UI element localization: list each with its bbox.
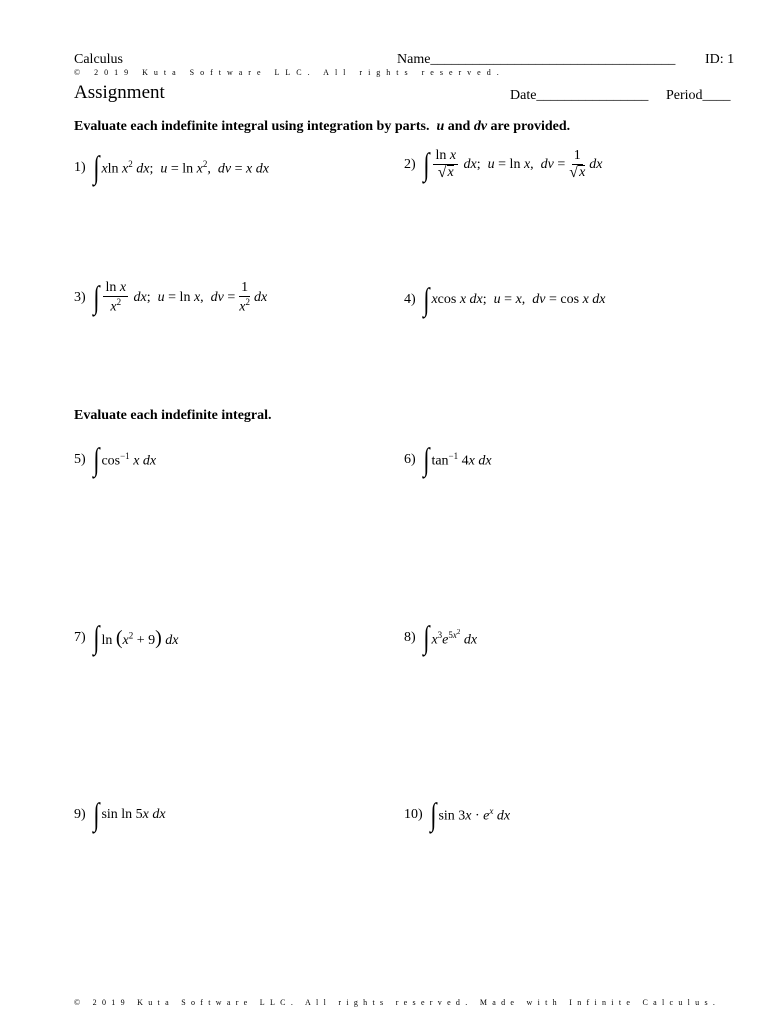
- id-label: ID: 1: [705, 52, 735, 67]
- problem-7: [74, 619, 179, 655]
- problem-expression: $\ln (x^2 + 9)$ dx: [101, 626, 179, 649]
- problem-1: [74, 149, 269, 185]
- integral-sign-icon: ∫: [422, 441, 430, 477]
- course-name: Calculus: [74, 52, 123, 67]
- problem-number: 8): [404, 630, 416, 645]
- problem-expression: $\tan^{-1} 4x$ dx: [431, 450, 492, 469]
- date-field-label: Date________________: [510, 88, 649, 103]
- problem-expression: dx; u = ln x, dv =: [133, 289, 236, 305]
- section-1-instruction: Evaluate each indefinite integral using integration by parts. u and dv are provided.: [74, 119, 571, 134]
- copyright-top: © 2019 Kuta Software LLC. All rights reserved.: [74, 68, 505, 77]
- section-2-instruction: Evaluate each indefinite integral.: [74, 408, 272, 423]
- problem-number: 6): [404, 452, 416, 467]
- problem-4: [404, 281, 606, 317]
- problem-expression: $\cos^{-1} x$ dx: [101, 450, 157, 469]
- problem-expression: xcos x dx; u = x, dv = cos x dx: [431, 292, 606, 307]
- integral-sign-icon: ∫: [92, 441, 100, 477]
- period-field-label: Period____: [666, 88, 731, 103]
- problem-expression: xln $x^2$ dx; $u = \ln x^2$, dv = x dx: [101, 158, 269, 177]
- problem-number: 3): [74, 289, 86, 305]
- name-field-label: Name___________________________________: [397, 52, 676, 67]
- problem-expression: dx; u = ln x, dv =: [463, 157, 566, 173]
- problem-10: [404, 796, 511, 832]
- integral-sign-icon: ∫: [92, 149, 100, 185]
- integral-sign-icon: ∫: [422, 619, 430, 655]
- problem-number: 1): [74, 160, 86, 175]
- integral-sign-icon: ∫: [92, 796, 100, 832]
- problem-6: [404, 441, 492, 477]
- fraction: $\frac{1}{x^2}$: [239, 280, 251, 315]
- fraction: ln x √ x: [435, 148, 457, 182]
- problem-number: 10): [404, 807, 423, 822]
- integral-sign-icon: ∫: [92, 278, 100, 315]
- integral-sign-icon: ∫: [92, 619, 100, 655]
- problem-expression: $x^3e^{5x^2}$ dx: [431, 627, 478, 648]
- integral-sign-icon: ∫: [422, 146, 430, 183]
- problem-number: 9): [74, 807, 86, 822]
- problem-3: 3) ∫ $\frac{\text{ln x}}{x^2}$ dx; u = ln x, dv = $\frac{1}{x^2}$ dx: [74, 278, 268, 315]
- problem-number: 4): [404, 292, 416, 307]
- footer-copyright: © 2019 Kuta Software LLC. All rights reserved. Made with Infinite Calculus.: [74, 998, 721, 1007]
- problem-2: 2) ∫ ln x √ x dx; u = ln x, dv = 1 √ x dx: [404, 146, 603, 183]
- problem-expression: $\sin 3x \cdot e^x$ dx: [438, 805, 511, 824]
- integral-sign-icon: ∫: [429, 796, 437, 832]
- worksheet-title: Assignment: [74, 82, 165, 103]
- fraction: 1 √ x: [569, 148, 586, 182]
- problem-expression: sin ln 5x dx: [101, 807, 166, 822]
- problem-number: 2): [404, 157, 416, 173]
- fraction: $\frac{\text{ln x}}{x^2}$: [105, 280, 127, 315]
- problem-number: 5): [74, 452, 86, 467]
- integral-sign-icon: ∫: [422, 281, 430, 317]
- problem-number: 7): [74, 630, 86, 645]
- problem-5: [74, 441, 157, 477]
- problem-8: [404, 619, 478, 655]
- problem-9: [74, 796, 166, 832]
